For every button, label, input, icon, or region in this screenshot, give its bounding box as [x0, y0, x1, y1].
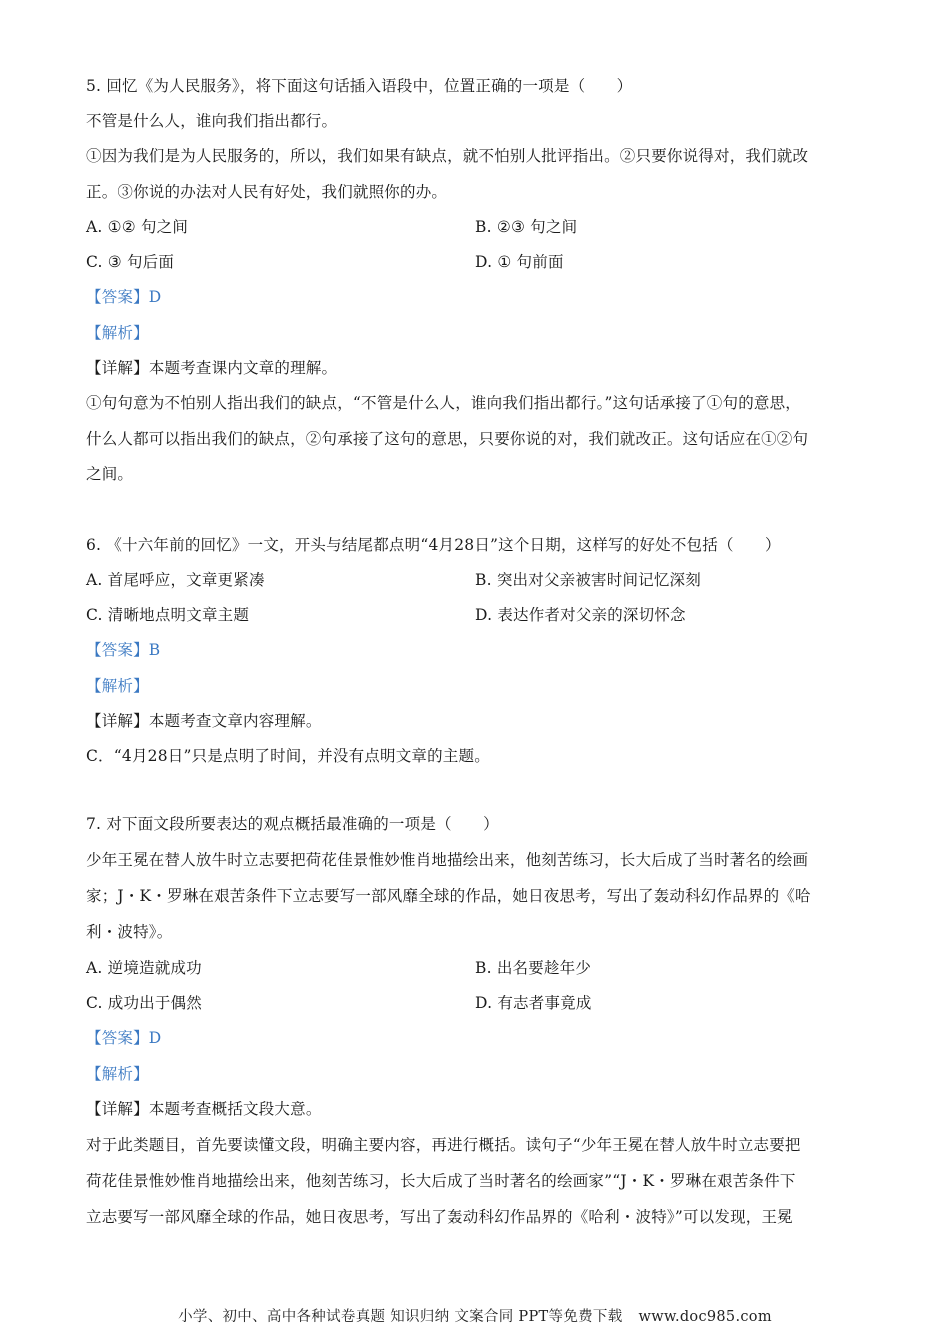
page-footer [0, 1305, 950, 1326]
q7-option-d: D. 有志者事竟成 [475, 994, 592, 1012]
q5-explanation-line-3: 之间。 [86, 465, 134, 483]
q6-detail [86, 710, 322, 732]
q7-explanation-line-1: 对于此类题目，首先要读懂文段，明确主要内容，再进行概括。读句子“少年王冕在替人放牛时立志要把 [86, 1136, 801, 1154]
q6-option-b: B. 突出对父亲被害时间记忆深刻 [475, 571, 701, 589]
q6-option-c: C. 清晰地点明文章主题 [86, 606, 250, 624]
q7-option-a: A. 逆境造就成功 [86, 959, 202, 977]
q5-option-c: C. ③ 句后面 [86, 253, 175, 271]
q5-passage-line-1: ①因为我们是为人民服务的，所以，我们如果有缺点，就不怕别人批评指出。②只要你说得对，我们就改 [86, 147, 809, 165]
q7-explanation-line-2: 荷花佳景惟妙惟肖地描绘出来，他刻苦练习，长大后成了当时著名的绘画家”“J・K・罗琳在艰苦条件下 [86, 1172, 796, 1190]
q7-detail-tag: 【详解】 [86, 1100, 149, 1118]
q6-explanation-line-1: C．“4月28日”只是点明了时间，并没有点明文章的主题。 [86, 747, 490, 765]
q6-detail-text: 本题考查文章内容理解。 [148, 712, 322, 730]
q5-option-d: D. ① 句前面 [475, 253, 564, 271]
q6-analysis-label: 【解析】 [86, 677, 149, 695]
q7-option-c: C. 成功出于偶然 [86, 994, 202, 1012]
q6-detail-tag: 【详解】 [86, 712, 149, 730]
q5-explanation-line-1: ①句句意为不怕别人指出我们的缺点，“不管是什么人，谁向我们指出都行。”这句话承接了①句的意思， [86, 394, 802, 412]
q5-explanation-line-2: 什么人都可以指出我们的缺点，②句承接了这句的意思，只要你说的对，我们就改正。这句话应在①②句 [86, 430, 809, 448]
q5-option-b: B. ②③ 句之间 [475, 218, 578, 236]
q5-option-a: A. ①② 句之间 [86, 218, 189, 236]
q5-sentence: 不管是什么人，谁向我们指出都行。 [86, 112, 338, 130]
q7-detail-text: 本题考查概括文段大意。 [148, 1100, 322, 1118]
q6-option-d: D. 表达作者对父亲的深切怀念 [475, 606, 686, 624]
q7-detail [86, 1098, 322, 1120]
q6-answer: 【答案】B [86, 641, 161, 659]
footer-text: 小学、初中、高中各种试卷真题 知识归纳 文案合同 PPT等免费下载 [178, 1309, 623, 1325]
q5-answer: 【答案】D [86, 288, 162, 306]
q7-passage-line-2: 家；J・K・罗琳在艰苦条件下立志要写一部风靡全球的作品，她日夜思考，写出了轰动科幻作品界的《哈 [86, 887, 811, 905]
q5-analysis-label: 【解析】 [86, 324, 149, 342]
q7-stem: 7. 对下面文段所要表达的观点概括最准确的一项是（ ） [86, 815, 499, 833]
q7-passage-line-1: 少年王冕在替人放牛时立志要把荷花佳景惟妙惟肖地描绘出来，他刻苦练习，长大后成了当时著名的绘画 [86, 851, 809, 869]
q7-analysis-label: 【解析】 [86, 1065, 149, 1083]
q5-passage-line-2: 正。③你说的办法对人民有好处，我们就照你的办。 [86, 183, 448, 201]
q6-option-a: A. 首尾呼应，文章更紧凑 [86, 571, 265, 589]
q7-explanation-line-3: 立志要写一部风靡全球的作品，她日夜思考，写出了轰动科幻作品界的《哈利・波特》”可以发现，王冕 [86, 1208, 793, 1226]
q7-answer: 【答案】D [86, 1029, 162, 1047]
q5-detail-text: 本题考查课内文章的理解。 [148, 359, 338, 377]
q7-passage-line-3: 利・波特》。 [86, 923, 173, 941]
q6-stem: 6. 《十六年前的回忆》一文，开头与结尾都点明“4月28日”这个日期，这样写的好处不包括（ ） [86, 536, 781, 554]
q5-detail-tag: 【详解】 [86, 359, 149, 377]
q5-detail [86, 357, 337, 379]
footer-site-link[interactable]: www.doc985.com [638, 1309, 772, 1325]
q5-stem: 5. 回忆《为人民服务》，将下面这句话插入语段中，位置正确的一项是（ ） [86, 77, 633, 95]
q7-option-b: B. 出名要趁年少 [475, 959, 592, 977]
